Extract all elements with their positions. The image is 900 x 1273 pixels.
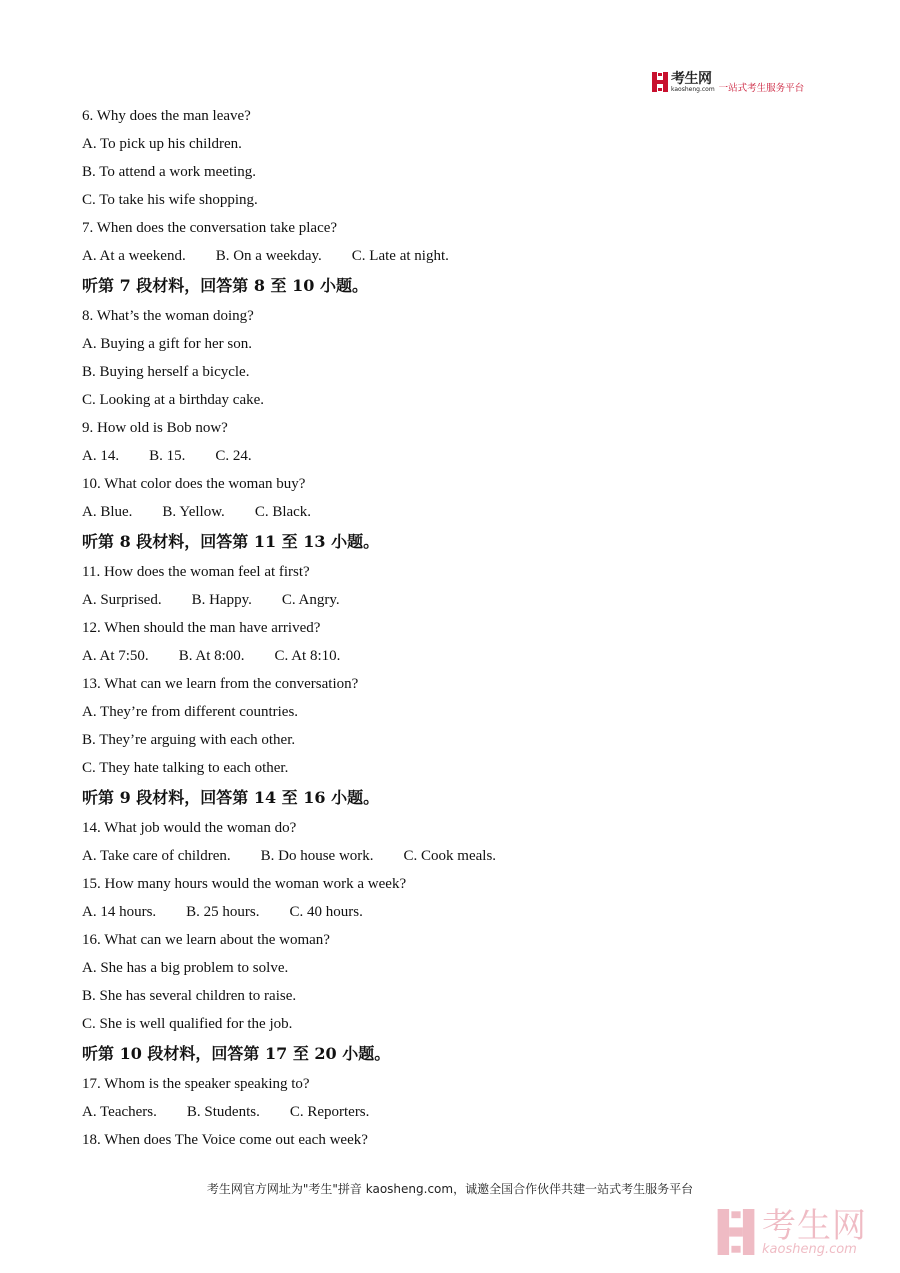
answer-option: B. 15. — [149, 448, 186, 464]
answer-option: B. Happy. — [191, 592, 252, 608]
question-line: C. To take his wife shopping. — [82, 192, 258, 208]
options-row — [82, 242, 842, 270]
watermark-domain: kaosheng.com — [762, 1241, 857, 1257]
question-line: 8. What’s the woman doing? — [82, 308, 254, 324]
watermark-name: 考生网 — [762, 1205, 867, 1246]
question-line: B. Buying herself a bicycle. — [82, 364, 250, 380]
question-line: 6. Why does the man leave? — [82, 108, 251, 124]
question-line: 14. What job would the woman do? — [82, 820, 297, 836]
watermark — [716, 1206, 880, 1258]
question-line: C. She is well qualified for the job. — [82, 1016, 293, 1032]
question-line: 16. What can we learn about the woman? — [82, 932, 330, 948]
answer-option: B. Do house work. — [260, 848, 374, 864]
answer-option: A. Blue. — [82, 504, 133, 520]
question-line: 11. How does the woman feel at first? — [82, 564, 310, 580]
answer-option: B. On a weekday. — [215, 248, 322, 264]
header-logo — [652, 72, 804, 96]
options-row — [82, 1098, 842, 1126]
question-line: B. She has several children to raise. — [82, 988, 297, 1004]
answer-option: C. Black. — [254, 504, 312, 520]
options-row — [82, 586, 842, 614]
question-line: 10. What color does the woman buy? — [82, 476, 306, 492]
section-heading: 听第 8 段材料，回答第 11 至 13 小题。 — [82, 532, 380, 551]
answer-option: B. 25 hours. — [186, 904, 260, 920]
kaosheng-logo-icon — [652, 72, 668, 92]
question-line: C. They hate talking to each other. — [82, 760, 289, 776]
answer-option: A. 14. — [82, 448, 120, 464]
question-line: A. To pick up his children. — [82, 136, 242, 152]
answer-option: A. At a weekend. — [82, 248, 186, 264]
page-footer: 考生网官方网址为"考生"拼音 kaosheng.com，诚邀全国合作伙伴共建一站式考生服务平台 — [206, 1182, 694, 1196]
question-line: 12. When should the man have arrived? — [82, 620, 321, 636]
question-line: 17. Whom is the speaker speaking to? — [82, 1076, 310, 1092]
question-line: 7. When does the conversation take place? — [82, 220, 338, 236]
answer-option: C. At 8:10. — [274, 648, 341, 664]
question-line: A. Buying a gift for her son. — [82, 336, 252, 352]
logo-name: 考生网 — [671, 71, 712, 87]
answer-option: A. Take care of children. — [82, 848, 231, 864]
question-line: 13. What can we learn from the conversation? — [82, 676, 359, 692]
answer-option: A. 14 hours. — [82, 904, 157, 920]
answer-option: B. Students. — [186, 1104, 260, 1120]
answer-option: C. Reporters. — [289, 1104, 370, 1120]
question-line: B. To attend a work meeting. — [82, 164, 257, 180]
logo-domain: kaosheng.com — [671, 86, 715, 93]
question-line: A. They’re from different countries. — [82, 704, 299, 720]
options-row — [82, 642, 842, 670]
section-heading: 听第 9 段材料，回答第 14 至 16 小题。 — [82, 788, 380, 807]
section-heading: 听第 7 段材料，回答第 8 至 10 小题。 — [82, 276, 368, 295]
question-line: 18. When does The Voice come out each week? — [82, 1132, 368, 1148]
options-row — [82, 442, 842, 470]
answer-option: C. Angry. — [281, 592, 340, 608]
options-row — [82, 498, 842, 526]
section-heading: 听第 10 段材料，回答第 17 至 20 小题。 — [82, 1044, 391, 1063]
question-line: A. She has a big problem to solve. — [82, 960, 289, 976]
answer-option: A. Surprised. — [82, 592, 162, 608]
watermark-logo-icon — [716, 1209, 756, 1255]
answer-option: B. At 8:00. — [178, 648, 245, 664]
options-row — [82, 842, 842, 870]
answer-option: C. 40 hours. — [289, 904, 363, 920]
answer-option: A. Teachers. — [82, 1104, 157, 1120]
answer-option: C. Cook meals. — [403, 848, 497, 864]
question-line: 9. How old is Bob now? — [82, 420, 228, 436]
answer-option: B. Yellow. — [162, 504, 225, 520]
question-line: 15. How many hours would the woman work a week? — [82, 876, 407, 892]
answer-option: C. Late at night. — [351, 248, 449, 264]
options-row — [82, 898, 842, 926]
answer-option: C. 24. — [215, 448, 252, 464]
question-line: C. Looking at a birthday cake. — [82, 392, 265, 408]
exam-content — [82, 102, 842, 1154]
answer-option: A. At 7:50. — [82, 648, 149, 664]
question-line: B. They’re arguing with each other. — [82, 732, 296, 748]
header-slogan: 一站式考生服务平台 — [718, 83, 805, 94]
